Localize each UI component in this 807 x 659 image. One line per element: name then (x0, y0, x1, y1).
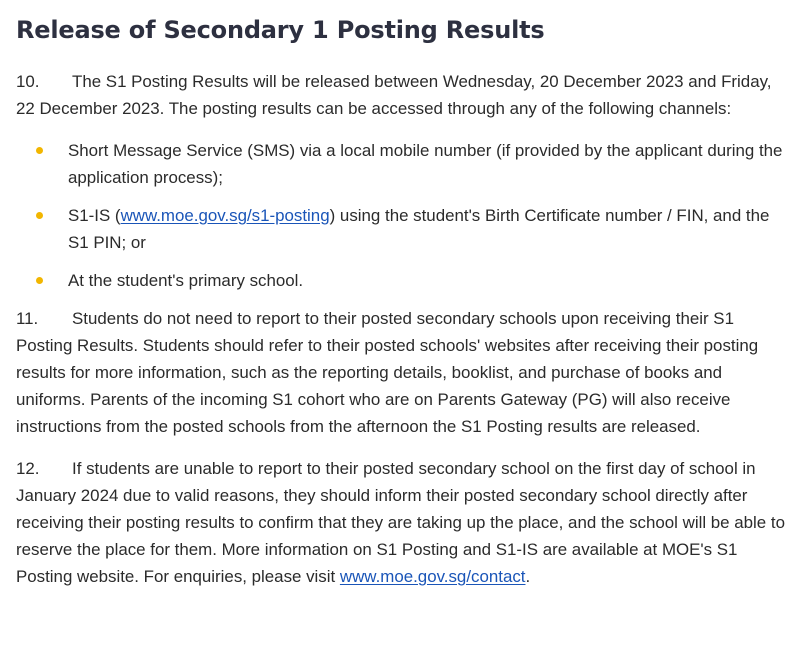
list-item-text: Short Message Service (SMS) via a local mobile number (if provided by the applicant during the application process); (68, 141, 783, 187)
paragraph-text: If students are unable to report to their posted secondary school on the first day of school in January 2024 due to valid reasons, they should inform their posted secondary school directly after receiving their posting results to confirm that they are taking up the place, and the school will be able to reserve the place for them. More information on S1 Posting and S1-IS are available at MOE's S1 Posting website. For enquiries, please visit (16, 459, 785, 586)
paragraph-number: 12. (16, 459, 40, 478)
list-item-text-pre: S1-IS ( (68, 206, 121, 225)
paragraph-number: 10. (16, 72, 40, 91)
list-item-primary-school (16, 267, 791, 294)
channels-list (16, 137, 791, 294)
bullet-icon (36, 277, 43, 284)
paragraph-10 (16, 68, 791, 122)
paragraph-12 (16, 455, 791, 590)
list-item-sms (16, 137, 791, 191)
list-item-text: At the student's primary school. (68, 271, 304, 290)
paragraph-text: Students do not need to report to their posted secondary schools upon receiving their S1 Posting Results. Students should refer to their posted schools' websites after receiving their posting results for more information, such as the reporting details, booklist, and purchase of books and uniforms. Parents of the incoming S1 cohort who are on Parents Gateway (PG) will also receive instructions from the posted schools from the afternoon the S1 Posting results are released. (16, 309, 759, 436)
bullet-icon (36, 147, 43, 154)
list-item-s1is (16, 202, 791, 256)
paragraph-11 (16, 305, 791, 440)
paragraph-text: The S1 Posting Results will be released between Wednesday, 20 December 2023 and Friday, 22 December 2023. The posting results can be accessed through any of the following channels: (16, 72, 772, 118)
list-item-text-post: ) using the student's Birth Certificate number / FIN, and the S1 PIN; or (68, 206, 770, 252)
s1-posting-link[interactable]: www.moe.gov.sg/s1-posting (120, 206, 330, 225)
paragraph-text-post: . (525, 567, 531, 586)
contact-link[interactable]: www.moe.gov.sg/contact (339, 567, 526, 586)
page-title: Release of Secondary 1 Posting Results (16, 16, 545, 44)
bullet-icon (36, 212, 43, 219)
paragraph-number: 11. (16, 309, 39, 328)
